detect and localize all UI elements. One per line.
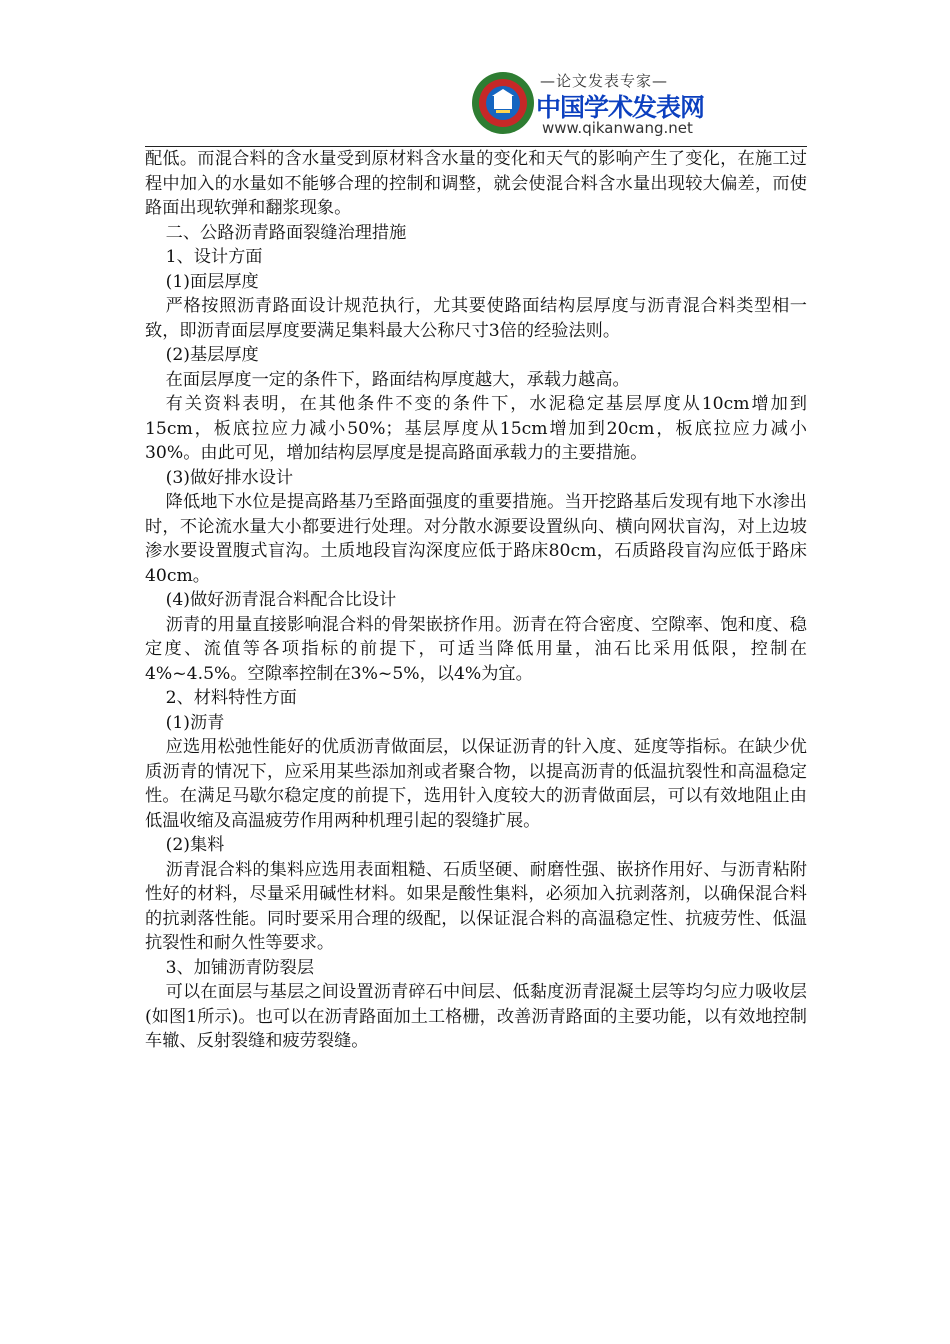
site-logo[interactable] <box>470 68 705 140</box>
logo-tagline: —论文发表专家— <box>540 72 669 90</box>
paragraph: 降低地下水位是提高路基乃至路面强度的重要措施。当开挖路基后发现有地下水渗出时，不论流水量大小都要进行处理。对分散水源要设置纵向、横向网状盲沟，对上边坡渗水要设置腹式盲沟。土质地段盲沟深度应低于路床80cm，石质路段盲沟应低于路床40cm。 <box>145 492 807 586</box>
paragraph-continuation: 配低。而混合料的含水量受到原材料含水量的变化和天气的影响产生了变化，在施工过程中加入的水量如不能够合理的控制和调整，就会使混合料含水量出现较大偏差，而使路面出现软弹和翻浆现象。 <box>145 149 807 218</box>
page-header <box>145 66 807 147</box>
item-heading: (4)做好沥青混合料配合比设计 <box>165 590 397 610</box>
subsection-heading: 3、加铺沥青防裂层 <box>165 957 315 978</box>
paragraph: 可以在面层与基层之间设置沥青碎石中间层、低黏度沥青混凝土层等均匀应力吸收层(如图1所示)。也可以在沥青路面加土工格栅，改善沥青路面的主要功能，以有效地控制车辙、反射裂缝和疲劳裂缝。 <box>145 982 807 1051</box>
subsection-heading: 1、设计方面 <box>165 247 263 267</box>
paragraph: 沥青混合料的集料应选用表面粗糙、石质坚硬、耐磨性强、嵌挤作用好、与沥青粘附性好的材料，尽量采用碱性材料。如果是酸性集料，必须加入抗剥落剂，以确保混合料的抗剥落性能。同时要采用合理的级配，以保证混合料的高温稳定性、抗疲劳性、低温抗裂性和耐久性等要求。 <box>145 859 807 953</box>
paragraph: 应选用松弛性能好的优质沥青做面层，以保证沥青的针入度、延度等指标。在缺少优质沥青的情况下，应采用某些添加剂或者聚合物，以提高沥青的低温抗裂性和高温稳定性。在满足马歇尔稳定度的前提下，选用针入度较大的沥青做面层，可以有效地阻止由低温收缩及高温疲劳作用两种机理引起的裂缝扩展。 <box>145 737 807 831</box>
item-heading: (2)集料 <box>165 835 225 855</box>
item-heading: (1)沥青 <box>165 712 225 733</box>
paragraph: 在面层厚度一定的条件下，路面结构厚度越大，承载力越高。 <box>165 369 630 390</box>
paragraph: 沥青的用量直接影响混合料的骨架嵌挤作用。沥青在符合密度、空隙率、饱和度、稳定度、流值等各项指标的前提下，可适当降低用量，油石比采用低限，控制在4%~4.5%。空隙率控制在3%~5%，以4%为宜。 <box>145 614 807 684</box>
article-body <box>145 147 807 1054</box>
subsection-heading: 2、材料特性方面 <box>165 688 297 708</box>
logo-url[interactable]: www.qikanwang.net <box>542 119 693 137</box>
section-heading: 二、公路沥青路面裂缝治理措施 <box>165 222 407 243</box>
item-heading: (1)面层厚度 <box>165 271 259 292</box>
logo-badge-icon <box>470 70 536 136</box>
paragraph: 严格按照沥青路面设计规范执行，尤其要使路面结构层厚度与沥青混合料类型相一致，即沥青面层厚度要满足集料最大公称尺寸3倍的经验法则。 <box>145 296 807 341</box>
logo-title: 中国学术发表网 <box>536 93 705 122</box>
item-heading: (3)做好排水设计 <box>165 467 294 488</box>
paragraph: 有关资料表明，在其他条件不变的条件下，水泥稳定基层厚度从10cm增加到15cm，板底拉应力减小50%；基层厚度从15cm增加到20cm，板底拉应力减小30%。由此可见，增加结构层厚度是提高路面承载力的主要措施。 <box>145 394 807 463</box>
item-heading: (2)基层厚度 <box>165 345 259 365</box>
